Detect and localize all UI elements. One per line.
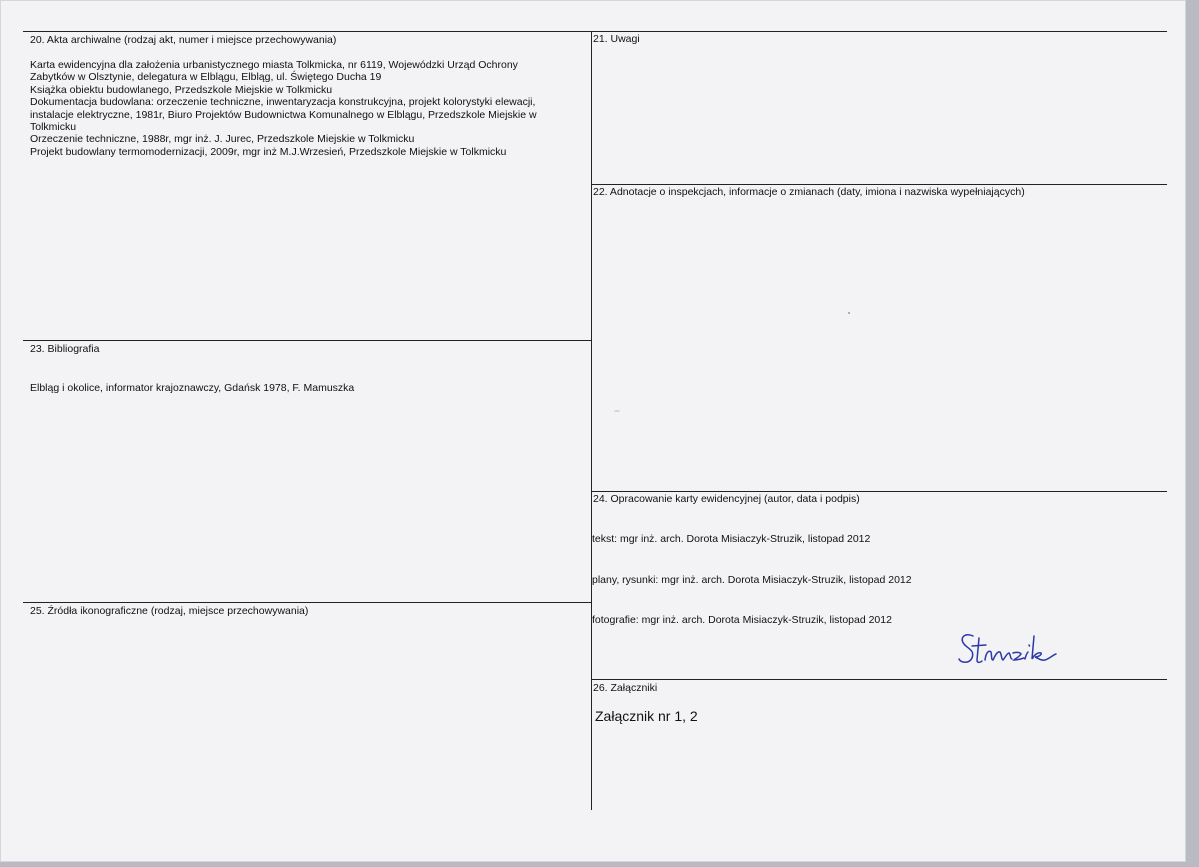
rule-section-26 [592, 679, 1167, 680]
handwritten-signature [955, 628, 1065, 670]
archive-line: Zabytków w Olsztynie, delegatura w Elblągu, Elbląg, ul. Świętego Ducha 19 [30, 71, 382, 84]
section-20-heading: 20. Akta archiwalne (rodzaj akt, numer i miejsce przechowywania) [30, 34, 337, 46]
archive-line: Książka obiektu budowlanego, Przedszkole Miejskie w Tolkmicku [30, 83, 333, 96]
archive-line: Projekt budowlany termomodernizacji, 2009r, mgr inż M.J.Wrzesień, Przedszkole Miejskie w Tolkmicku [30, 145, 507, 158]
author-drawings-line: plany, rysunki: mgr inż. arch. Dorota Misiaczyk-Struzik, listopad 2012 [592, 574, 912, 586]
archive-line: Dokumentacja budowlana: orzeczenie techniczne, inwentaryzacja konstrukcyjna, projekt kolorystyki elewacji, [30, 96, 536, 109]
section-21-heading: 21. Uwagi [593, 33, 640, 45]
author-photos-line: fotografie: mgr inż. arch. Dorota Misiaczyk-Struzik, listopad 2012 [592, 614, 892, 626]
author-text-line: tekst: mgr inż. arch. Dorota Misiaczyk-Struzik, listopad 2012 [592, 533, 871, 545]
rule-section-22 [592, 184, 1167, 185]
archive-line: Karta ewidencyjna dla założenia urbanistycznego miasta Tolkmicka, nr 6119, Wojewódzki Urząd Ochrony [30, 59, 518, 71]
scan-speck [848, 312, 850, 314]
rule-section-21 [592, 31, 1167, 32]
column-divider [591, 31, 592, 810]
section-22-heading: 22. Adnotacje o inspekcjach, informacje o zmianach (daty, imiona i nazwiska wypełniających) [593, 186, 1025, 198]
rule-section-20 [23, 31, 592, 32]
scan-border-bottom [0, 862, 1199, 867]
section-23-heading: 23. Bibliografia [30, 343, 100, 355]
archive-line: Orzeczenie techniczne, 1988r, mgr inż. J. Jurec, Przedszkole Miejskie w Tolkmicku [30, 133, 415, 146]
section-26-heading: 26. Załączniki [593, 682, 658, 694]
attachments-entry: Załącznik nr 1, 2 [595, 708, 698, 724]
section-20-body [30, 59, 537, 158]
rule-section-23 [23, 340, 592, 341]
scan-speck [614, 410, 620, 412]
bibliography-entry: Elbląg i okolice, informator krajoznawczy, Gdańsk 1978, F. Mamuszka [30, 382, 355, 394]
archive-line: Tolkmicku [30, 121, 77, 134]
section-25-heading: 25. Źródła ikonograficzne (rodzaj, miejsce przechowywania) [30, 605, 309, 617]
rule-section-25 [23, 602, 592, 603]
scan-border-right [1186, 0, 1199, 867]
rule-section-24 [592, 491, 1167, 492]
archive-line: instalacje elektryczne, 1981r, Biuro Projektów Budownictwa Komunalnego w Elblągu, Przedszkole Miejskie w [30, 108, 537, 121]
section-24-heading: 24. Opracowanie karty ewidencyjnej (autor, data i podpis) [593, 493, 860, 505]
